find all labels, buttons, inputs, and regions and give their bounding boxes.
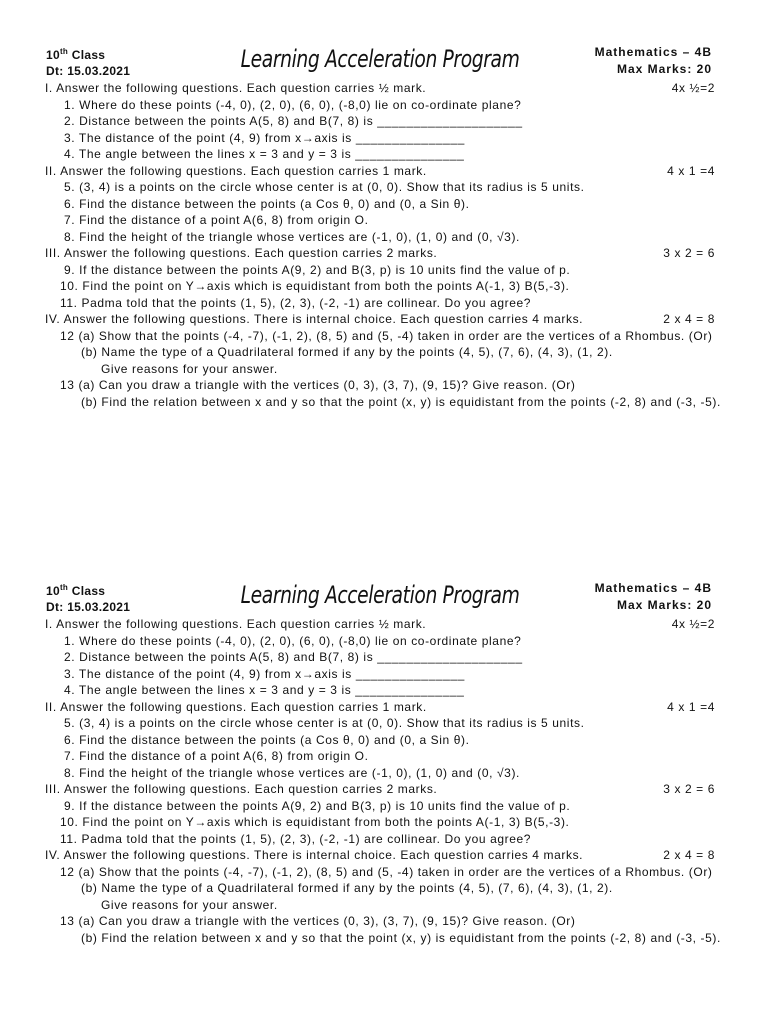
class-ordinal: th xyxy=(59,47,69,56)
class-number: 10 xyxy=(46,48,60,62)
class-word: Class xyxy=(71,584,106,598)
question-paper-top xyxy=(0,42,768,482)
max-marks: Max Marks: 20 xyxy=(616,62,712,76)
paper-title: Learning Acceleration Program xyxy=(240,581,520,609)
section-marks: 4x ½=2 xyxy=(671,81,715,95)
max-marks: Max Marks: 20 xyxy=(616,598,712,612)
question-item: 4. The angle between the lines x = 3 and y = 3 is _______________ xyxy=(64,147,465,161)
question-item: 8. Find the height of the triangle whose vertices are (-1, 0), (1, 0) and (0, √3). xyxy=(64,765,520,780)
question-item: 8. Find the height of the triangle whose vertices are (-1, 0), (1, 0) and (0, √3). xyxy=(64,229,520,244)
section-marks: 4 x 1 =4 xyxy=(667,163,715,178)
question-item: 5. (3, 4) is a points on the circle whose center is at (0, 0). Show that its radius is 5 units. xyxy=(64,716,585,730)
question-item: 7. Find the distance of a point A(6, 8) from origin O. xyxy=(64,213,369,227)
section-heading xyxy=(45,163,715,180)
subject-marks-block xyxy=(595,580,712,614)
section-marks: 2 x 4 = 8 xyxy=(663,848,715,862)
questions-body xyxy=(45,616,721,946)
question-item: 10. Find the point on Y→axis which is equidistant from both the points A(-1, 3) B(5,-3). xyxy=(60,815,570,829)
subject-name: Mathematics – 4B xyxy=(594,581,712,595)
question-item: 4. The angle between the lines x = 3 and y = 3 is _______________ xyxy=(64,683,465,697)
question-item: (b) Name the type of a Quadrilateral formed if any by the points (4, 5), (7, 6), (4, 3), (1, 2). xyxy=(81,345,613,359)
paper-title: Learning Acceleration Program xyxy=(240,45,520,73)
section-instruction: IV. Answer the following questions. There is internal choice. Each question carries 4 marks. xyxy=(45,312,584,326)
section-marks: 4x ½=2 xyxy=(671,617,715,631)
question-item: 5. (3, 4) is a points on the circle whose center is at (0, 0). Show that its radius is 5 units. xyxy=(64,180,585,194)
exam-date: Dt: 15.03.2021 xyxy=(46,64,131,78)
question-item: (b) Name the type of a Quadrilateral formed if any by the points (4, 5), (7, 6), (4, 3), (1, 2). xyxy=(81,881,613,895)
subject-marks-block xyxy=(595,44,712,78)
question-item: 10. Find the point on Y→axis which is equidistant from both the points A(-1, 3) B(5,-3). xyxy=(60,279,570,293)
question-item: 9. If the distance between the points A(9, 2) and B(3, p) is 10 units find the value of p. xyxy=(64,798,571,813)
section-heading xyxy=(45,847,715,864)
question-item: (b) Find the relation between x and y so that the point (x, y) is equidistant from the points (-2, 8) and (-3, -5). xyxy=(81,394,721,409)
section-heading xyxy=(45,616,715,633)
question-item: 1. Where do these points (-4, 0), (2, 0), (6, 0), (-8,0) lie on co-ordinate plane? xyxy=(64,633,522,648)
question-item: 12 (a) Show that the points (-4, -7), (-1, 2), (8, 5) and (5, -4) taken in order are the vertices of a Rhombus. (Or) xyxy=(60,328,713,343)
section-instruction: II. Answer the following questions. Each question carries 1 mark. xyxy=(45,699,427,714)
question-item: 13 (a) Can you draw a triangle with the vertices (0, 3), (3, 7), (9, 15)? Give reason. (Or) xyxy=(60,378,576,392)
section-heading xyxy=(45,80,715,97)
question-item: 13 (a) Can you draw a triangle with the vertices (0, 3), (3, 7), (9, 15)? Give reason. (Or) xyxy=(60,914,576,928)
section-heading xyxy=(45,245,715,262)
class-word: Class xyxy=(71,48,106,62)
question-item: 6. Find the distance between the points (a Cos θ, 0) and (0, a Sin θ). xyxy=(64,732,470,747)
questions-body xyxy=(45,80,721,410)
class-ordinal: th xyxy=(59,583,69,592)
section-marks: 3 x 2 = 6 xyxy=(663,782,715,796)
question-item: 11. Padma told that the points (1, 5), (2, 3), (-2, -1) are collinear. Do you agree? xyxy=(60,295,532,310)
question-item: (b) Find the relation between x and y so that the point (x, y) is equidistant from the points (-2, 8) and (-3, -5). xyxy=(81,930,721,945)
section-instruction: III. Answer the following questions. Each question carries 2 marks. xyxy=(45,246,438,260)
question-item: 11. Padma told that the points (1, 5), (2, 3), (-2, -1) are collinear. Do you agree? xyxy=(60,831,532,846)
question-item: 2. Distance between the points A(5, 8) and B(7, 8) is ____________________ xyxy=(64,650,523,664)
section-heading xyxy=(45,781,715,798)
question-item: 3. The distance of the point (4, 9) from x→axis is _______________ xyxy=(64,130,465,145)
subject-name: Mathematics – 4B xyxy=(594,45,712,59)
class-number: 10 xyxy=(46,584,60,598)
section-marks: 3 x 2 = 6 xyxy=(663,246,715,260)
question-item: 2. Distance between the points A(5, 8) and B(7, 8) is ____________________ xyxy=(64,114,523,128)
section-instruction: III. Answer the following questions. Each question carries 2 marks. xyxy=(45,782,438,796)
question-item: 6. Find the distance between the points (a Cos θ, 0) and (0, a Sin θ). xyxy=(64,196,470,211)
section-heading xyxy=(45,311,715,328)
question-item: 9. If the distance between the points A(9, 2) and B(3, p) is 10 units find the value of p. xyxy=(64,262,571,277)
section-heading xyxy=(45,699,715,716)
question-item: 1. Where do these points (-4, 0), (2, 0), (6, 0), (-8,0) lie on co-ordinate plane? xyxy=(64,97,522,112)
question-item: 12 (a) Show that the points (-4, -7), (-1, 2), (8, 5) and (5, -4) taken in order are the vertices of a Rhombus. (Or) xyxy=(60,864,713,879)
section-marks: 2 x 4 = 8 xyxy=(663,312,715,326)
section-instruction: IV. Answer the following questions. There is internal choice. Each question carries 4 marks. xyxy=(45,848,584,862)
question-item: 7. Find the distance of a point A(6, 8) from origin O. xyxy=(64,749,369,763)
exam-date: Dt: 15.03.2021 xyxy=(46,600,131,614)
question-item: Give reasons for your answer. xyxy=(101,897,278,912)
question-item: 3. The distance of the point (4, 9) from x→axis is _______________ xyxy=(64,666,465,681)
question-paper-bottom xyxy=(0,578,768,1018)
section-instruction: I. Answer the following questions. Each question carries ½ mark. xyxy=(45,617,427,631)
question-item: Give reasons for your answer. xyxy=(101,361,278,376)
section-instruction: I. Answer the following questions. Each question carries ½ mark. xyxy=(45,81,427,95)
section-marks: 4 x 1 =4 xyxy=(667,699,715,714)
section-instruction: II. Answer the following questions. Each question carries 1 mark. xyxy=(45,163,427,178)
